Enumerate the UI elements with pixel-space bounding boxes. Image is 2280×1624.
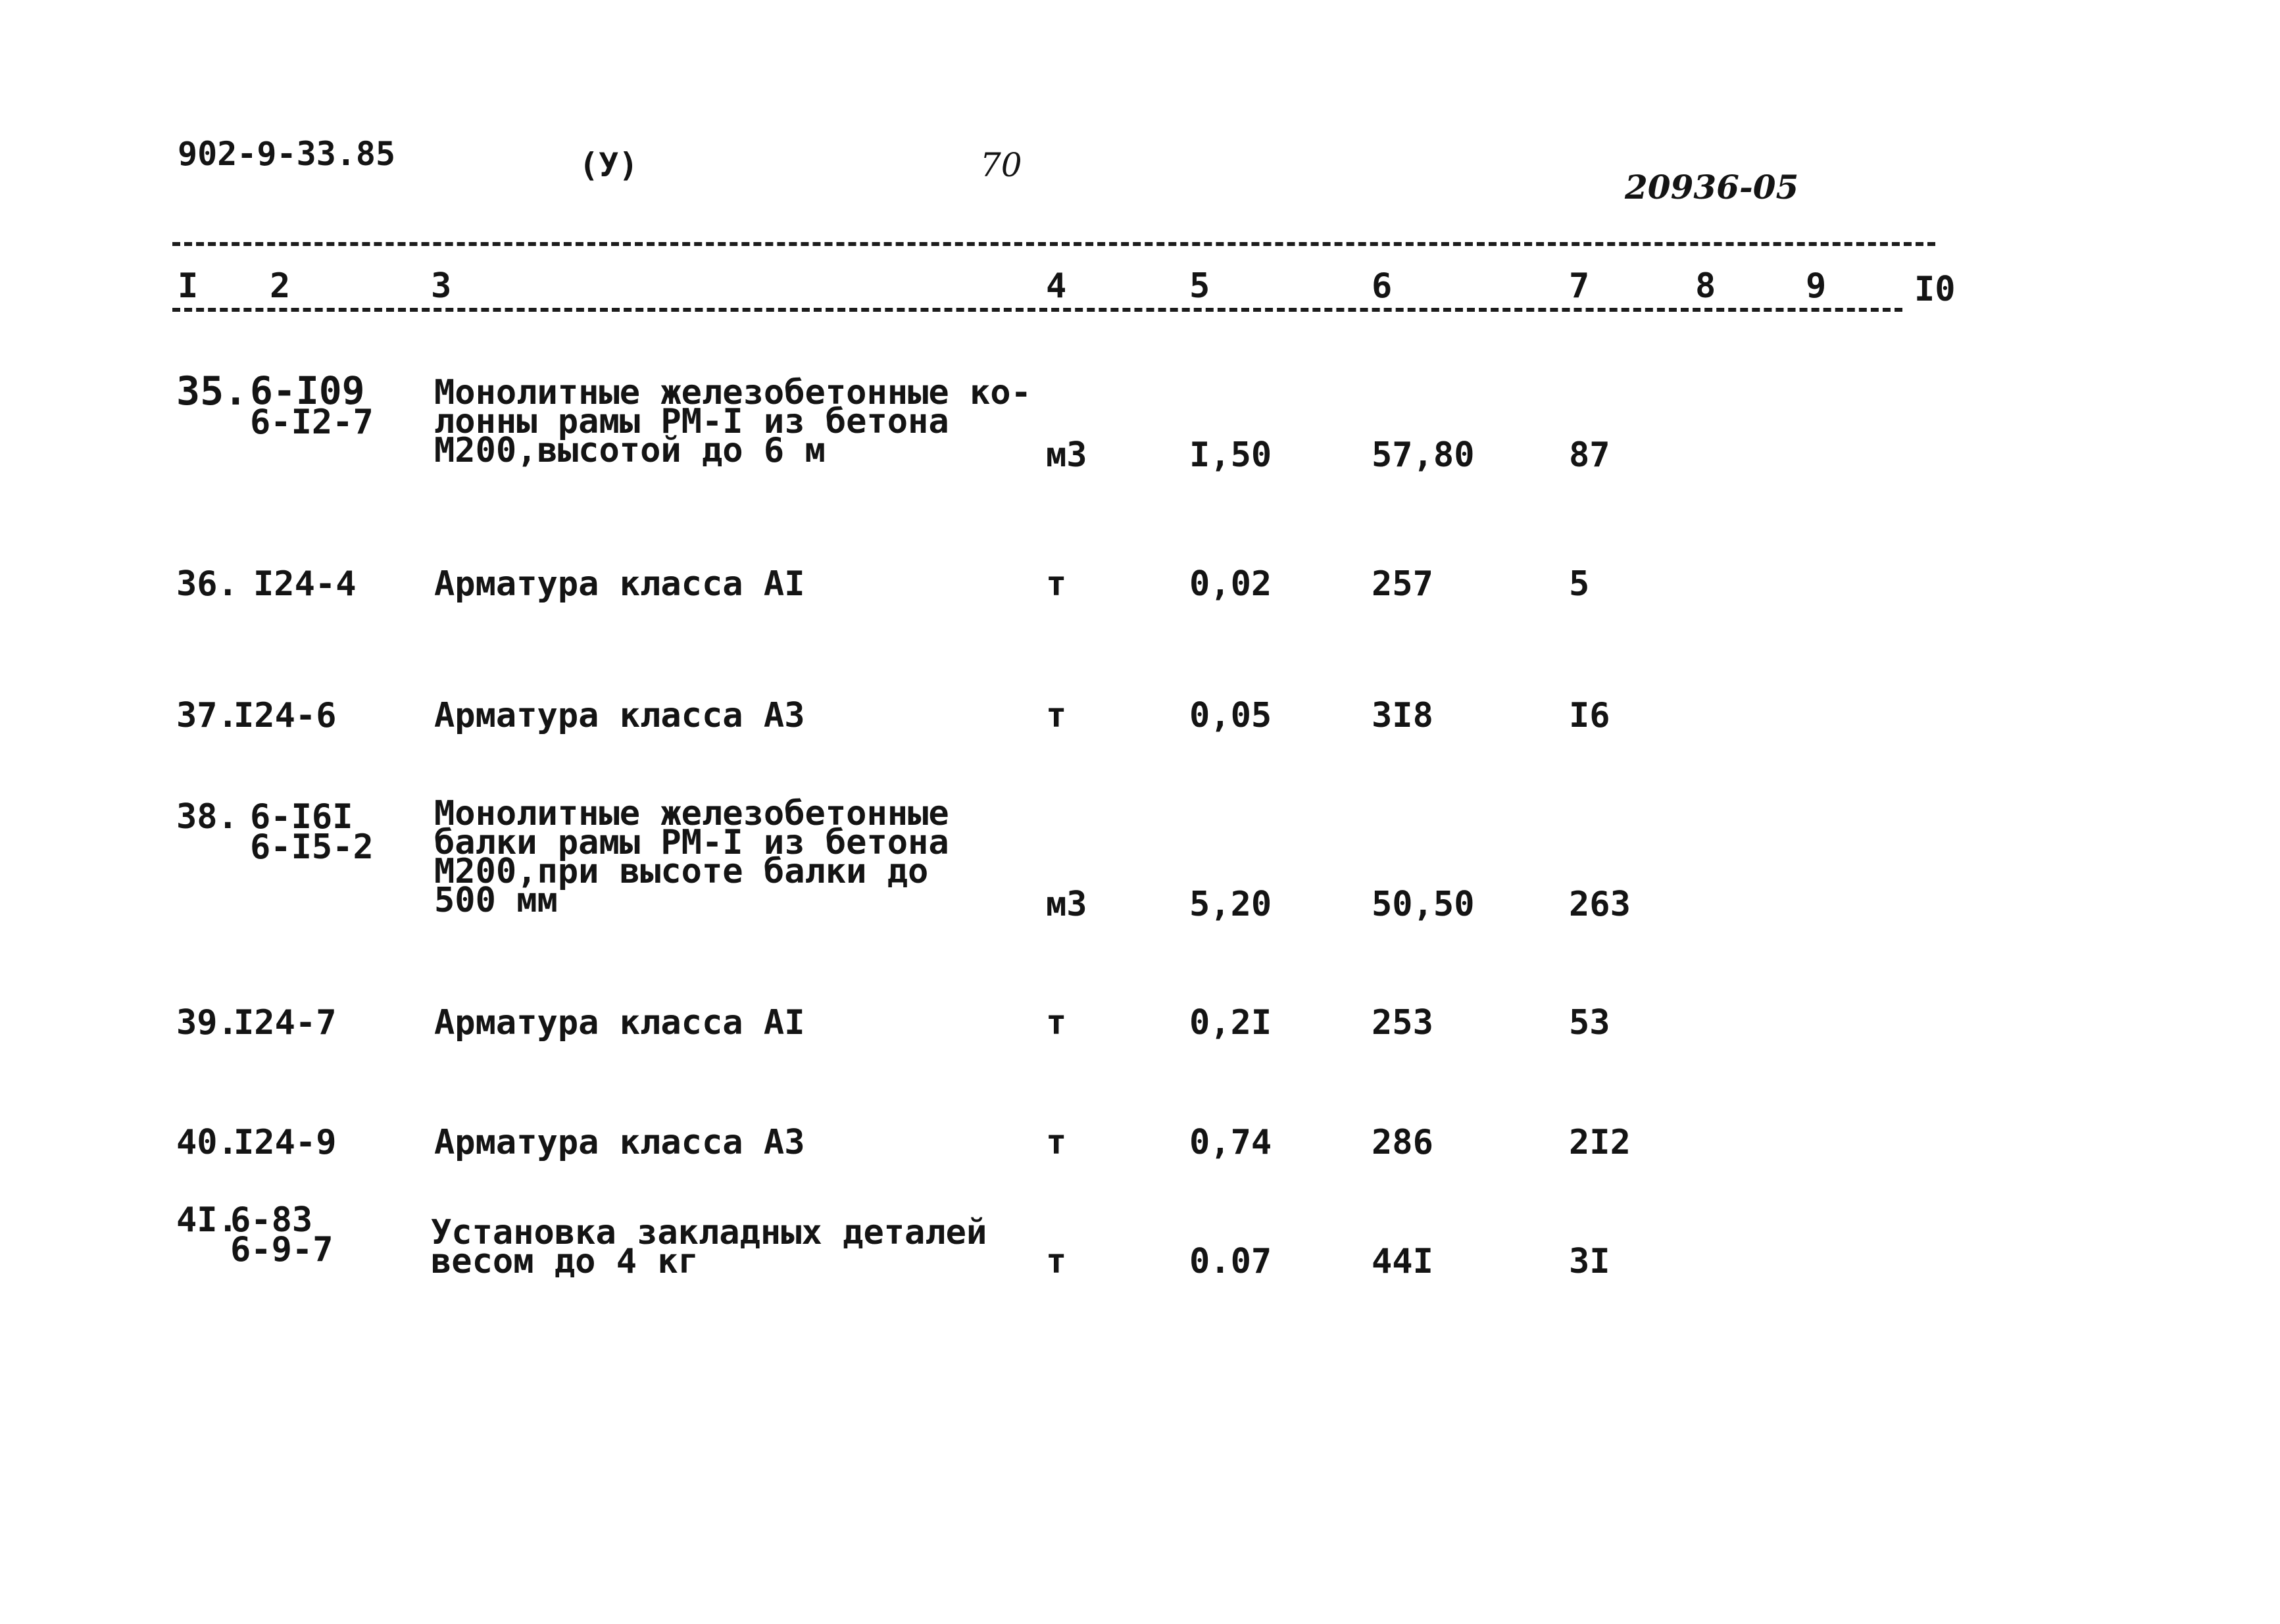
- rate-code: I24-4: [253, 564, 357, 604]
- document-code: 902-9-33.85: [178, 135, 396, 173]
- row-number: 37.: [176, 696, 238, 735]
- column-header: I0: [1914, 270, 1956, 309]
- column-header: 6: [1372, 266, 1393, 306]
- rate-code: I24-9: [234, 1123, 337, 1162]
- unit: т: [1046, 1242, 1067, 1281]
- unit-price: 57,80: [1372, 435, 1475, 475]
- quantity: 0.07: [1189, 1242, 1272, 1281]
- unit-price: 253: [1372, 1003, 1433, 1043]
- unit: т: [1046, 1123, 1067, 1162]
- unit: т: [1046, 564, 1067, 604]
- quantity: 0,02: [1189, 564, 1272, 604]
- total-cost: 87: [1569, 435, 1610, 475]
- unit: м3: [1046, 885, 1087, 924]
- quantity: 0,74: [1189, 1123, 1272, 1162]
- row-number: 39.: [176, 1003, 238, 1043]
- unit: м3: [1046, 435, 1087, 475]
- total-cost: 263: [1569, 885, 1631, 924]
- total-cost: 53: [1569, 1003, 1610, 1043]
- work-description: Установка закладных деталей весом до 4 кг: [431, 1213, 987, 1281]
- unit-price: 286: [1372, 1123, 1433, 1162]
- quantity: 0,05: [1189, 696, 1272, 735]
- total-cost: 2I2: [1569, 1123, 1631, 1162]
- work-description: Арматура класса А3: [434, 696, 805, 735]
- unit-price: 50,50: [1372, 885, 1475, 924]
- rate-code-secondary: 6-I2-7: [250, 403, 374, 442]
- header-rule-bottom: [172, 308, 1902, 312]
- rate-code: 6-I6I: [250, 797, 353, 837]
- rate-code: I24-7: [234, 1003, 337, 1043]
- column-header: 9: [1806, 266, 1827, 306]
- rate-code: 6-I09: [250, 368, 365, 413]
- unit-price: 3I8: [1372, 696, 1433, 735]
- work-description: Арматура класса АI: [434, 1003, 805, 1043]
- work-description: Монолитные железобетонные ко- лонны рамы РМ-I из бетона М200,высотой до 6 м: [434, 373, 1031, 470]
- work-description: Арматура класса АI: [434, 564, 805, 604]
- column-header: 7: [1569, 266, 1590, 306]
- sheet-code: 20936-05: [1625, 168, 1799, 207]
- row-number: 4I.: [176, 1200, 238, 1240]
- unit-price: 44I: [1372, 1242, 1433, 1281]
- unit: т: [1046, 1003, 1067, 1043]
- document-mark: (У): [579, 146, 639, 184]
- rate-code: 6-83: [230, 1200, 313, 1240]
- row-number: 35.: [176, 368, 248, 414]
- unit-price: 257: [1372, 564, 1433, 604]
- rate-code-secondary: 6-I5-2: [250, 827, 374, 867]
- quantity: 0,2I: [1189, 1003, 1272, 1043]
- rate-code: I24-6: [234, 696, 337, 735]
- column-header: 5: [1189, 266, 1210, 306]
- column-header: I: [178, 266, 199, 306]
- column-header: 2: [270, 266, 291, 306]
- page-number: 70: [980, 146, 1022, 184]
- header-rule-top: [172, 242, 1935, 246]
- total-cost: I6: [1569, 696, 1610, 735]
- row-number: 38.: [176, 797, 238, 837]
- quantity: 5,20: [1189, 885, 1272, 924]
- column-header: 3: [431, 266, 452, 306]
- column-header: 8: [1695, 266, 1716, 306]
- row-number: 40.: [176, 1123, 238, 1162]
- rate-code-secondary: 6-9-7: [230, 1230, 334, 1269]
- quantity: I,50: [1189, 435, 1272, 475]
- total-cost: 5: [1569, 564, 1590, 604]
- row-number: 36.: [176, 564, 238, 604]
- unit: т: [1046, 696, 1067, 735]
- total-cost: 3I: [1569, 1242, 1610, 1281]
- work-description: Монолитные железобетонные балки рамы РМ-I из бетона М200,при высоте балки до 500 мм: [434, 794, 949, 920]
- column-header: 4: [1046, 266, 1067, 306]
- work-description: Арматура класса А3: [434, 1123, 805, 1162]
